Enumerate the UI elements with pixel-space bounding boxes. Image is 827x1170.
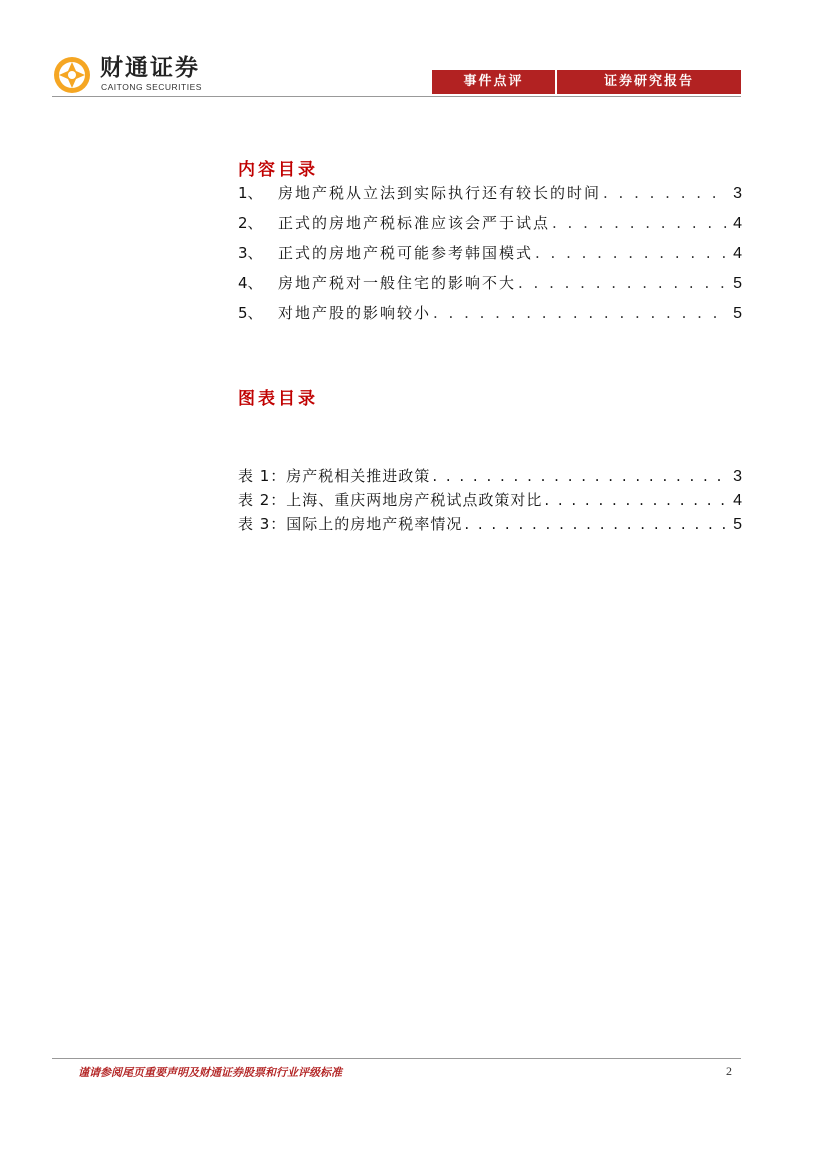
toc-leader — [533, 244, 728, 262]
toc-entry[interactable] — [238, 302, 742, 332]
company-logo — [52, 55, 212, 95]
figure-entry[interactable] — [238, 513, 742, 537]
figure-entry[interactable] — [238, 489, 742, 513]
toc-entry[interactable] — [238, 242, 742, 272]
figure-entry-title: 表 1：房产税相关推进政策 — [238, 467, 431, 485]
page-number: 2 — [726, 1064, 732, 1078]
toc-entry[interactable] — [238, 272, 742, 302]
figure-entry-page: 4 — [733, 492, 742, 509]
toc-entry-number: 3、 — [238, 244, 263, 262]
figure-leader — [542, 491, 730, 509]
figure-entry-title: 表 2：上海、重庆两地房产税试点政策对比 — [238, 491, 543, 509]
toc-entry-title: 对地产股的影响较小 — [278, 304, 432, 322]
figure-leader — [430, 467, 730, 485]
toc-entry-number: 1、 — [238, 184, 263, 202]
toc-entry[interactable] — [238, 212, 742, 242]
toc-entry-number: 5、 — [238, 304, 263, 322]
footer-divider — [52, 1058, 741, 1059]
toc-entry-page: 5 — [733, 275, 742, 292]
toc-entry-page: 3 — [733, 185, 742, 202]
header-divider — [52, 96, 741, 97]
toc-entry-title: 房地产税从立法到实际执行还有较长的时间 — [278, 184, 602, 202]
toc-leader — [601, 184, 728, 202]
toc-leader — [516, 274, 728, 292]
figure-entry-title: 表 3：国际上的房地产税率情况 — [238, 515, 463, 533]
footer-disclaimer: 谨请参阅尾页重要声明及财通证券股票和行业评级标准 — [78, 1066, 342, 1079]
caitong-logo-icon — [52, 55, 92, 95]
research-report-tag: 证券研究报告 — [557, 70, 741, 94]
toc-entry-page: 5 — [733, 305, 742, 322]
logo-chinese-name: 财通证券 — [100, 55, 200, 81]
toc-entry-page: 4 — [733, 215, 742, 232]
figure-entry-page: 3 — [733, 468, 742, 485]
toc-entry-page: 4 — [733, 245, 742, 262]
toc-entry-number: 2、 — [238, 214, 263, 232]
logo-english-name: CAITONG SECURITIES — [101, 82, 202, 92]
figure-entry[interactable] — [238, 465, 742, 489]
table-of-contents — [238, 182, 742, 332]
toc-entry-title: 房地产税对一般住宅的影响不大 — [278, 274, 517, 292]
event-review-tag: 事件点评 — [432, 70, 555, 94]
toc-entry-title: 正式的房地产税标准应该会严于试点 — [278, 214, 551, 232]
figures-title: 图表目录 — [238, 389, 318, 409]
toc-leader — [431, 304, 728, 322]
toc-entry-title: 正式的房地产税可能参考韩国模式 — [278, 244, 534, 262]
list-of-figures — [238, 465, 742, 537]
toc-title: 内容目录 — [238, 160, 318, 180]
toc-entry[interactable] — [238, 182, 742, 212]
toc-leader — [550, 214, 728, 232]
figure-entry-page: 5 — [733, 516, 742, 533]
toc-entry-number: 4、 — [238, 274, 263, 292]
figure-leader — [462, 515, 730, 533]
